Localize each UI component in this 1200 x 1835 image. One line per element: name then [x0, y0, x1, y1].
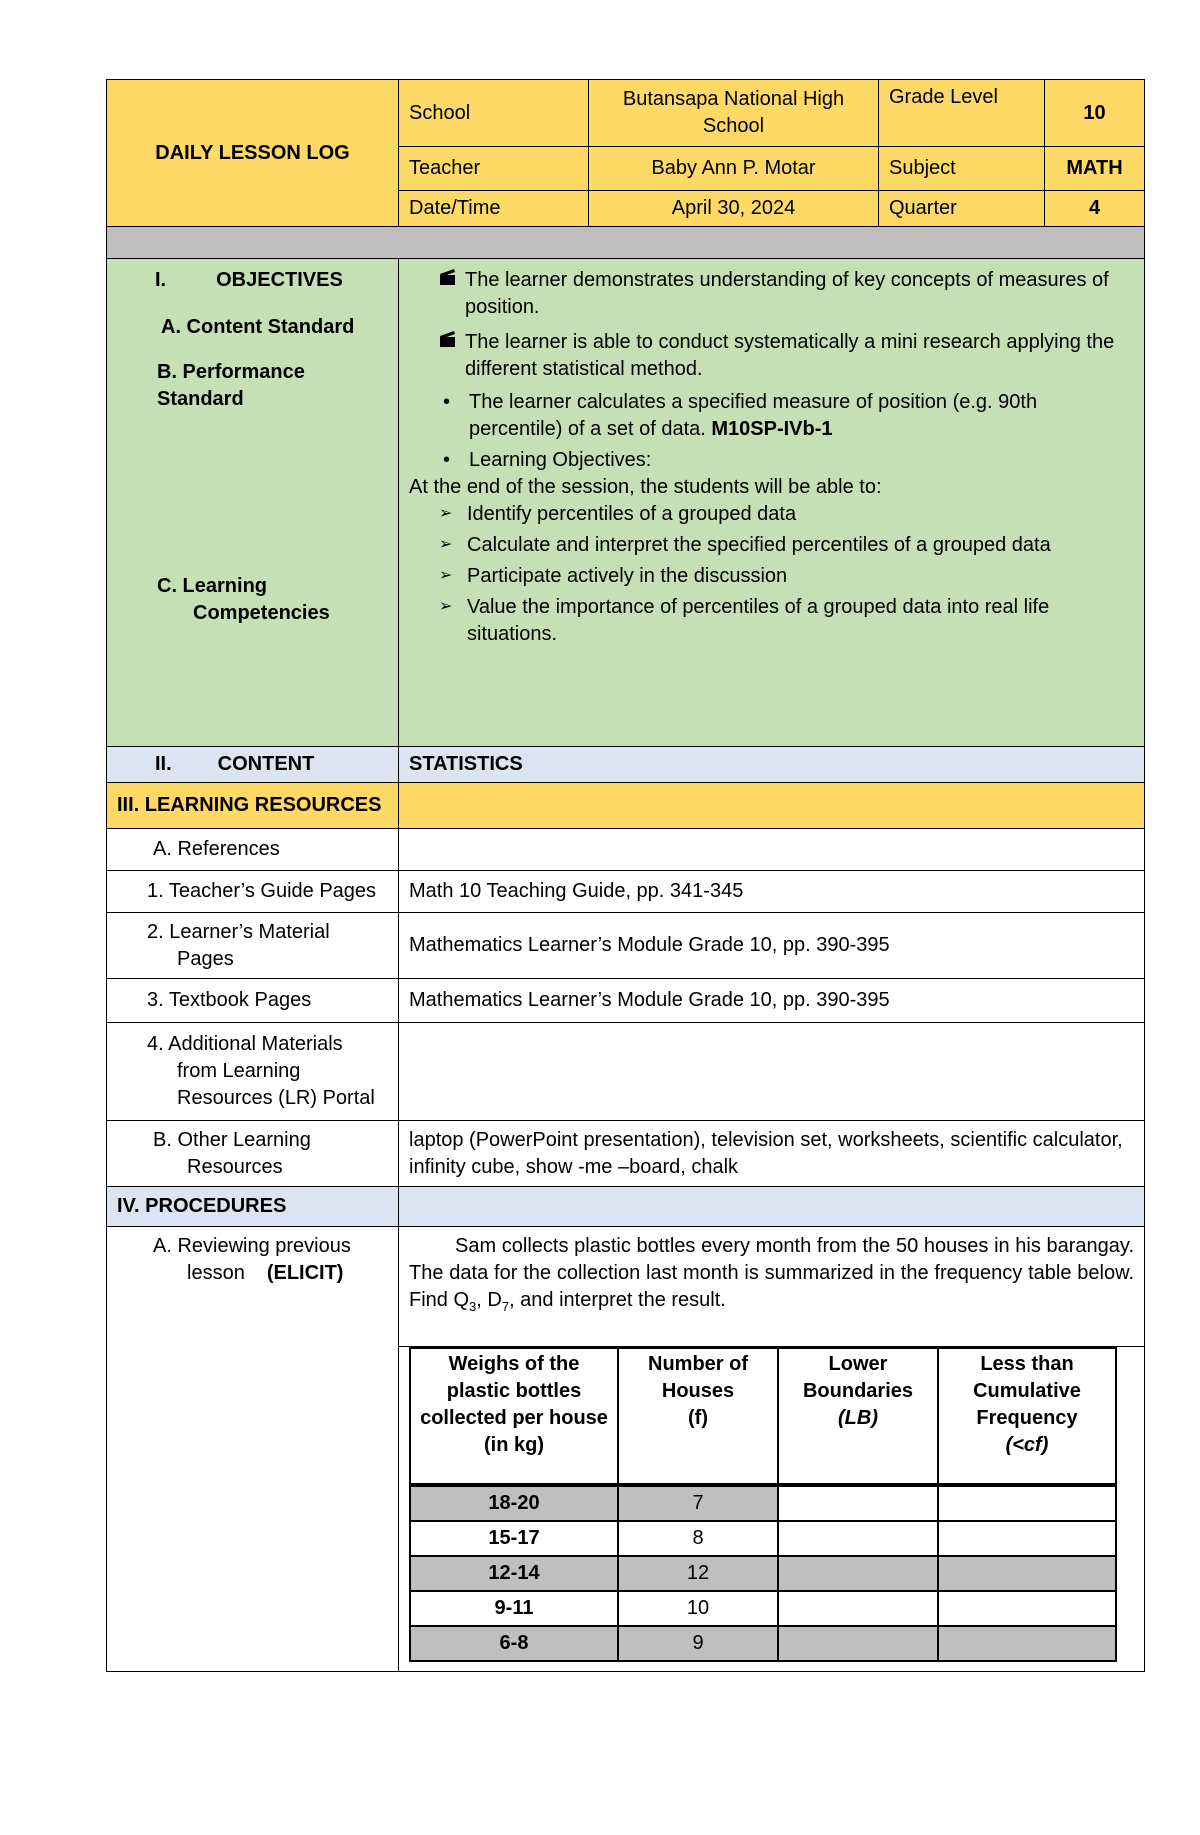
content-label: II. CONTENT — [107, 747, 399, 783]
additional-materials-value — [399, 1023, 1145, 1121]
other-resources-label: B. Other Learning Resources — [107, 1121, 399, 1187]
quarter-label: Quarter — [879, 191, 1045, 227]
learning-resources-blank — [399, 783, 1145, 829]
subject-label: Subject — [879, 147, 1045, 191]
lesson-log-page — [106, 79, 1144, 1672]
objective-item: ➢ Value the importance of percentiles of a grouped data into real life situations. — [439, 596, 1050, 645]
clapper-icon — [439, 267, 465, 294]
col-lower-boundaries-header: Lower Boundaries (LB) — [778, 1348, 938, 1485]
frequency-cell: 10 — [618, 1591, 778, 1626]
cumulative-cell — [938, 1521, 1116, 1556]
separator-bar — [107, 227, 1145, 259]
range-cell: 15-17 — [410, 1521, 618, 1556]
table-row — [410, 1626, 1116, 1661]
quarter-value: 4 — [1045, 191, 1145, 227]
procedures-heading: IV. PROCEDURES — [107, 1187, 399, 1227]
date-label: Date/Time — [399, 191, 589, 227]
textbook-label: 3. Textbook Pages — [107, 979, 399, 1023]
cumulative-cell — [938, 1591, 1116, 1626]
frequency-table-cell — [399, 1347, 1145, 1672]
table-row — [410, 1521, 1116, 1556]
grade-level-value: 10 — [1045, 80, 1145, 147]
frequency-cell: 9 — [618, 1626, 778, 1661]
learning-resources-heading: III. LEARNING RESOURCES — [107, 783, 399, 829]
other-resources-value: laptop (PowerPoint presentation), television set, worksheets, scientific calculator, infinity cube, show -me –board, chalk — [399, 1121, 1145, 1187]
arrow-bullet-icon: ➢ — [439, 536, 453, 553]
performance-standard: The learner is able to conduct systematically a mini research applying the different statistical method. — [439, 329, 1134, 383]
table-row — [410, 1556, 1116, 1591]
daily-lesson-log-table — [106, 79, 1145, 1672]
range-cell: 6-8 — [410, 1626, 618, 1661]
frequency-table — [409, 1347, 1117, 1662]
bullet-icon: • — [443, 449, 451, 471]
content-value: STATISTICS — [399, 747, 1145, 783]
lower-boundary-cell — [778, 1521, 938, 1556]
subject-value: MATH — [1045, 147, 1145, 191]
objectives-heading: I. OBJECTIVES — [155, 269, 343, 291]
range-cell: 9-11 — [410, 1591, 618, 1626]
school-value: Butansapa National High School — [589, 80, 879, 147]
objectives-content — [399, 259, 1145, 747]
references-label: A. References — [107, 829, 399, 871]
objective-item: ➢ Calculate and interpret the specified percentiles of a grouped data — [439, 534, 1051, 556]
cumulative-cell — [938, 1556, 1116, 1591]
content-standard: The learner demonstrates understanding of key concepts of measures of position. — [439, 267, 1134, 321]
range-cell: 12-14 — [410, 1556, 618, 1591]
frequency-cell: 12 — [618, 1556, 778, 1591]
arrow-bullet-icon: ➢ — [439, 505, 453, 522]
objectives-labels — [107, 259, 399, 747]
objective-item: ➢ Participate actively in the discussion — [439, 565, 788, 587]
textbook-value: Mathematics Learner’s Module Grade 10, pp. 390-395 — [399, 979, 1145, 1023]
learning-competencies-label: C. Learning Competencies — [157, 575, 330, 624]
learners-material-label: 2. Learner’s Material Pages — [107, 913, 399, 979]
performance-standard-label: B. Performance Standard — [157, 361, 305, 410]
clapper-icon — [439, 329, 465, 356]
cumulative-cell — [938, 1485, 1116, 1521]
lower-boundary-cell — [778, 1556, 938, 1591]
frequency-cell: 7 — [618, 1485, 778, 1521]
school-label: School — [399, 80, 589, 147]
grade-level-label: Grade Level — [879, 80, 1045, 147]
bullet-icon: • — [443, 391, 451, 413]
col-cumulative-frequency-header: Less than Cumulative Frequency (<cf) — [938, 1348, 1116, 1485]
cumulative-cell — [938, 1626, 1116, 1661]
lower-boundary-cell — [778, 1626, 938, 1661]
procedures-blank — [399, 1187, 1145, 1227]
col-weights-header: Weighs of the plastic bottles collected per house (in kg) — [410, 1348, 618, 1485]
competency-code: M10SP-IVb-1 — [711, 418, 833, 440]
arrow-bullet-icon: ➢ — [439, 567, 453, 584]
references-value — [399, 829, 1145, 871]
col-houses-header: Number of Houses (f) — [618, 1348, 778, 1485]
learning-objectives-label: • Learning Objectives: — [439, 447, 1134, 474]
problem-statement: Sam collects plastic bottles every month from the 50 houses in his barangay. The data for the collection last month is summarized in the frequency table below. Find $Q_3$, $D_7$, and interpret the result. — [399, 1227, 1145, 1347]
teachers-guide-value: Math 10 Teaching Guide, pp. 341-345 — [399, 871, 1145, 913]
lower-boundary-cell — [778, 1485, 938, 1521]
date-value: April 30, 2024 — [589, 191, 879, 227]
learners-material-value: Mathematics Learner’s Module Grade 10, pp. 390-395 — [399, 913, 1145, 979]
range-cell: 18-20 — [410, 1485, 618, 1521]
table-row — [410, 1591, 1116, 1626]
objectives-intro: At the end of the session, the students will be able to: — [409, 476, 882, 498]
reviewing-lesson-label: A. Reviewing previous lesson (ELICIT) — [107, 1227, 399, 1672]
lower-boundary-cell — [778, 1591, 938, 1626]
teacher-value: Baby Ann P. Motar — [589, 147, 879, 191]
lesson-log-title: DAILY LESSON LOG — [107, 80, 399, 227]
additional-materials-label: 4. Additional Materials from Learning Resources (LR) Portal — [107, 1023, 399, 1121]
teacher-label: Teacher — [399, 147, 589, 191]
table-row — [410, 1485, 1116, 1521]
content-standard-label: A. Content Standard — [161, 316, 355, 338]
competency: • The learner calculates a specified measure of position (e.g. 90th percentile) of a set of data. M10SP-IVb-1 — [439, 389, 1134, 443]
frequency-cell: 8 — [618, 1521, 778, 1556]
arrow-bullet-icon: ➢ — [439, 598, 453, 615]
teachers-guide-label: 1. Teacher’s Guide Pages — [107, 871, 399, 913]
objective-item: ➢ Identify percentiles of a grouped data — [439, 503, 797, 525]
